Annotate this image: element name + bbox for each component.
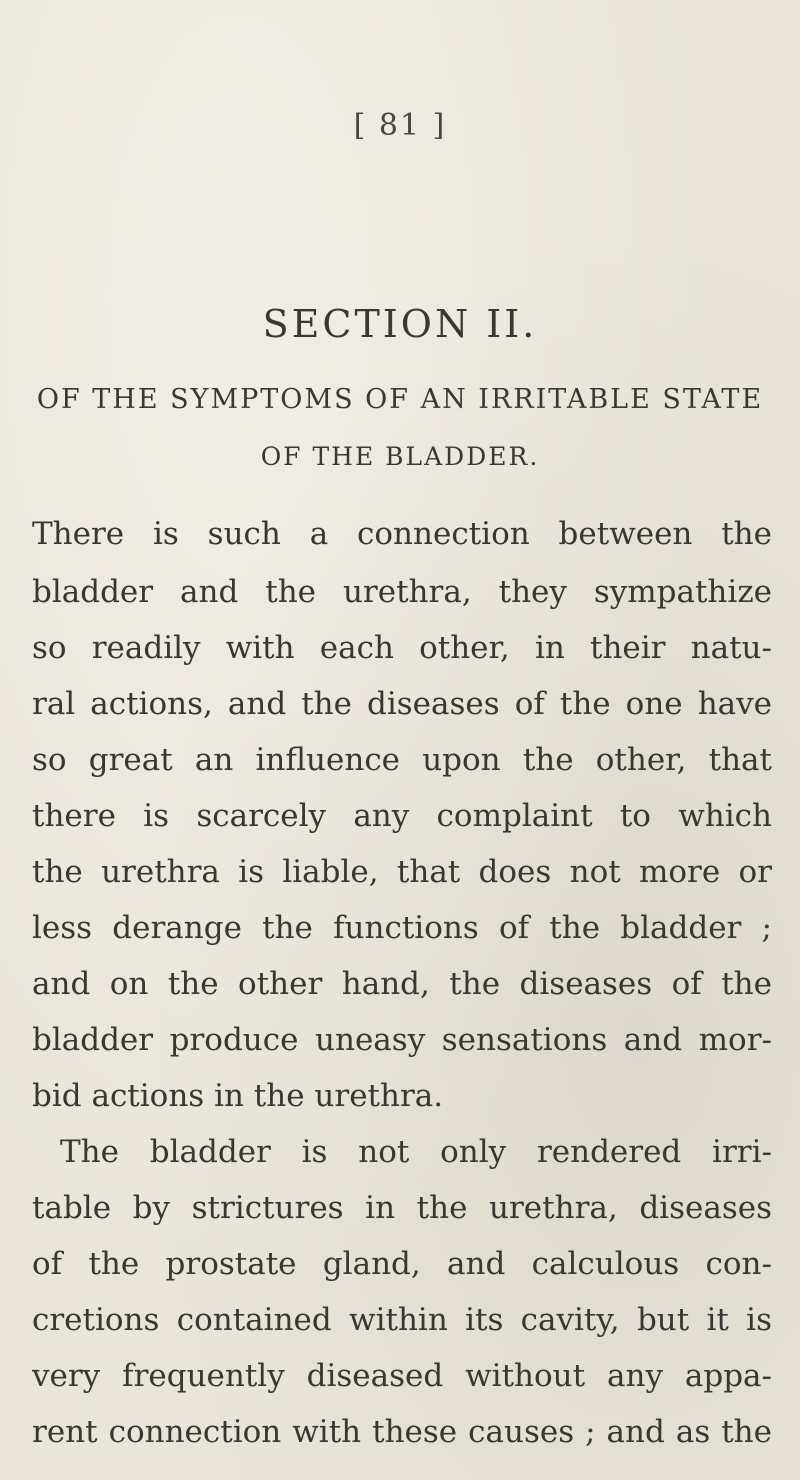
body-line-5: so great an influence upon the other, that (32, 742, 772, 778)
body-line-6: there is scarcely any complaint to which (32, 798, 772, 834)
body-line-15: cretions contained within its cavity, but it is (32, 1302, 772, 1338)
body-line-9: and on the other hand, the diseases of the (32, 966, 772, 1002)
body-line-14: of the prostate gland, and calculous con- (32, 1246, 772, 1282)
body-line-11: bid actions in the urethra. (32, 1078, 444, 1114)
section-subtitle-line-1: OF THE SYMPTOMS OF AN IRRITABLE STATE (36, 384, 764, 415)
body-line-4: ral actions, and the diseases of the one have (32, 686, 772, 722)
body-line-16: very frequently diseased without any appa- (32, 1358, 772, 1394)
body-line-3: so readily with each other, in their natu- (32, 630, 772, 666)
body-line-13: table by strictures in the urethra, diseases (32, 1190, 772, 1226)
section-subtitle-line-2: OF THE BLADDER. (260, 442, 540, 471)
body-line-2: bladder and the urethra, they sympathize (32, 574, 772, 610)
section-title: SECTION II. (262, 302, 538, 346)
page-number: [ 81 ] (353, 108, 447, 143)
body-line-10: bladder produce uneasy sensations and mor- (32, 1022, 772, 1058)
body-line-7: the urethra is liable, that does not more or (32, 854, 772, 890)
body-line-17: rent connection with these causes ; and as the (32, 1414, 772, 1450)
body-line-12: The bladder is not only rendered irri- (60, 1134, 772, 1170)
body-line-8: less derange the functions of the bladder ; (32, 910, 772, 946)
body-line-1: There is such a connection between the (32, 516, 772, 552)
